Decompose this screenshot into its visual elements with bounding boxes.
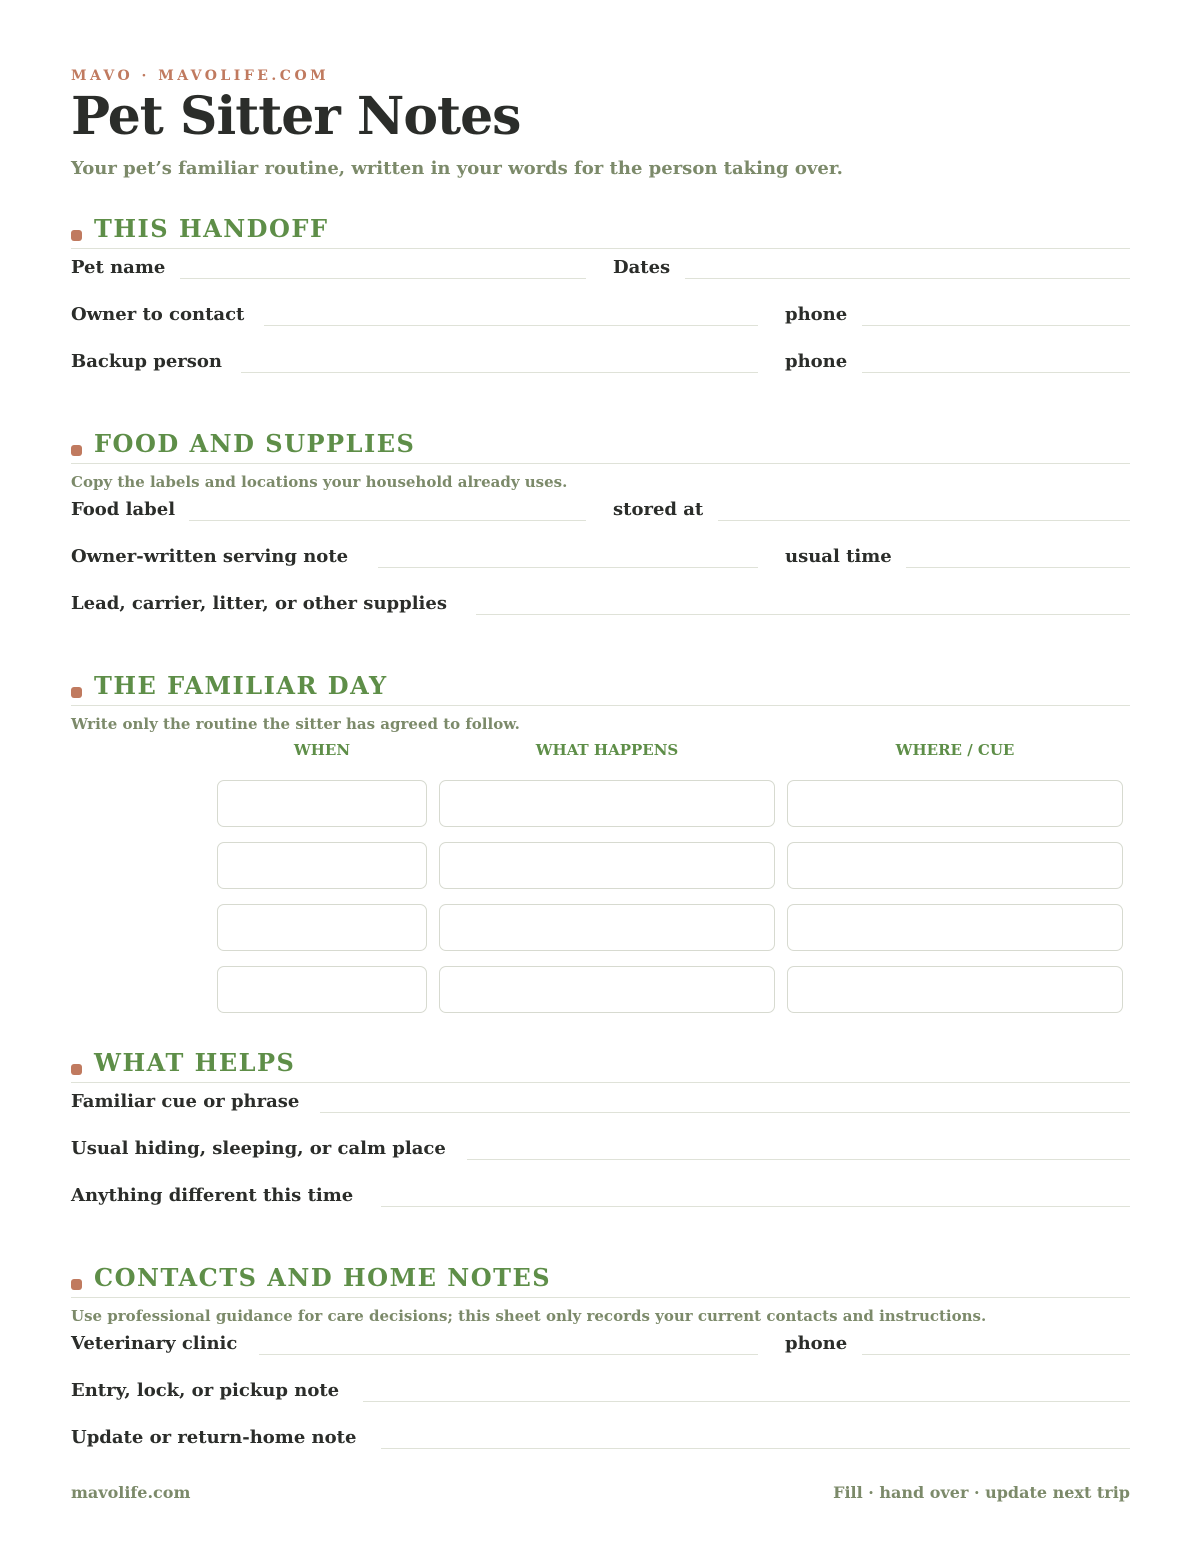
- update-note-field[interactable]: [381, 1448, 1130, 1449]
- usual-time-label: usual time: [785, 546, 892, 567]
- column-what-header: WHAT HAPPENS: [535, 741, 679, 759]
- page-title: Pet Sitter Notes: [71, 86, 521, 147]
- what-cell[interactable]: [439, 780, 775, 827]
- when-cell[interactable]: [217, 904, 427, 951]
- supplies-label: Lead, carrier, litter, or other supplies: [71, 593, 447, 614]
- calm-place-label: Usual hiding, sleeping, or calm place: [71, 1138, 446, 1159]
- backup-person-field[interactable]: [241, 372, 758, 373]
- where-cell[interactable]: [787, 966, 1123, 1013]
- pet-name-label: Pet name: [71, 257, 166, 278]
- dates-field[interactable]: [685, 278, 1130, 279]
- serving-note-field[interactable]: [378, 567, 758, 568]
- what-cell[interactable]: [439, 966, 775, 1013]
- owner-contact-label: Owner to contact: [71, 304, 245, 325]
- entry-note-label: Entry, lock, or pickup note: [71, 1380, 340, 1401]
- familiar-cue-label: Familiar cue or phrase: [71, 1091, 300, 1112]
- bullet-dot-icon: [71, 1279, 82, 1290]
- backup-person-label: Backup person: [71, 351, 222, 372]
- section-title: FOOD AND SUPPLIES: [94, 429, 416, 458]
- entry-note-field[interactable]: [363, 1401, 1130, 1402]
- stored-at-field[interactable]: [718, 520, 1130, 521]
- supplies-field[interactable]: [476, 614, 1130, 615]
- food-note: Copy the labels and locations your household already uses.: [71, 473, 568, 491]
- column-when-header: WHEN: [293, 741, 351, 759]
- vet-phone-field[interactable]: [862, 1354, 1130, 1355]
- vet-clinic-label: Veterinary clinic: [71, 1333, 238, 1354]
- owner-phone-field[interactable]: [862, 325, 1130, 326]
- where-cell[interactable]: [787, 842, 1123, 889]
- section-title: THIS HANDOFF: [94, 214, 329, 243]
- when-cell[interactable]: [217, 966, 427, 1013]
- owner-contact-field[interactable]: [264, 325, 758, 326]
- pet-name-field[interactable]: [180, 278, 586, 279]
- section-title: CONTACTS AND HOME NOTES: [94, 1263, 552, 1292]
- day-note: Write only the routine the sitter has agreed to follow.: [71, 715, 520, 733]
- backup-phone-label: phone: [785, 351, 848, 372]
- backup-phone-field[interactable]: [862, 372, 1130, 373]
- food-label-field[interactable]: [189, 520, 586, 521]
- serving-note-label: Owner-written serving note: [71, 546, 349, 567]
- section-food-heading: [71, 429, 1130, 464]
- where-cell[interactable]: [787, 904, 1123, 951]
- usual-time-field[interactable]: [906, 567, 1130, 568]
- bullet-dot-icon: [71, 230, 82, 241]
- what-cell[interactable]: [439, 842, 775, 889]
- familiar-cue-field[interactable]: [320, 1112, 1130, 1113]
- different-this-time-field[interactable]: [381, 1206, 1130, 1207]
- brand-label: MAVO · MAVOLIFE.COM: [71, 68, 330, 84]
- dates-label: Dates: [613, 257, 671, 278]
- section-helps-heading: [71, 1048, 1130, 1083]
- section-day-heading: [71, 671, 1130, 706]
- section-title: WHAT HELPS: [94, 1048, 296, 1077]
- section-contacts-heading: [71, 1263, 1130, 1298]
- what-cell[interactable]: [439, 904, 775, 951]
- food-label-label: Food label: [71, 499, 176, 520]
- different-this-time-label: Anything different this time: [71, 1185, 354, 1206]
- update-note-label: Update or return-home note: [71, 1427, 357, 1448]
- where-cell[interactable]: [787, 780, 1123, 827]
- page-subtitle: Your pet’s familiar routine, written in your words for the person taking over.: [71, 158, 843, 179]
- owner-phone-label: phone: [785, 304, 848, 325]
- bullet-dot-icon: [71, 1064, 82, 1075]
- when-cell[interactable]: [217, 842, 427, 889]
- calm-place-field[interactable]: [467, 1159, 1130, 1160]
- footer-site: mavolife.com: [71, 1483, 191, 1502]
- stored-at-label: stored at: [613, 499, 704, 520]
- bullet-dot-icon: [71, 687, 82, 698]
- vet-clinic-field[interactable]: [259, 1354, 758, 1355]
- vet-phone-label: phone: [785, 1333, 848, 1354]
- column-where-header: WHERE / CUE: [895, 741, 1015, 759]
- section-title: THE FAMILIAR DAY: [94, 671, 388, 700]
- footer-steps: Fill · hand over · update next trip: [833, 1483, 1130, 1502]
- contacts-note: Use professional guidance for care decisions; this sheet only records your current contacts and instructions.: [71, 1307, 987, 1325]
- when-cell[interactable]: [217, 780, 427, 827]
- section-handoff-heading: [71, 214, 1130, 249]
- bullet-dot-icon: [71, 445, 82, 456]
